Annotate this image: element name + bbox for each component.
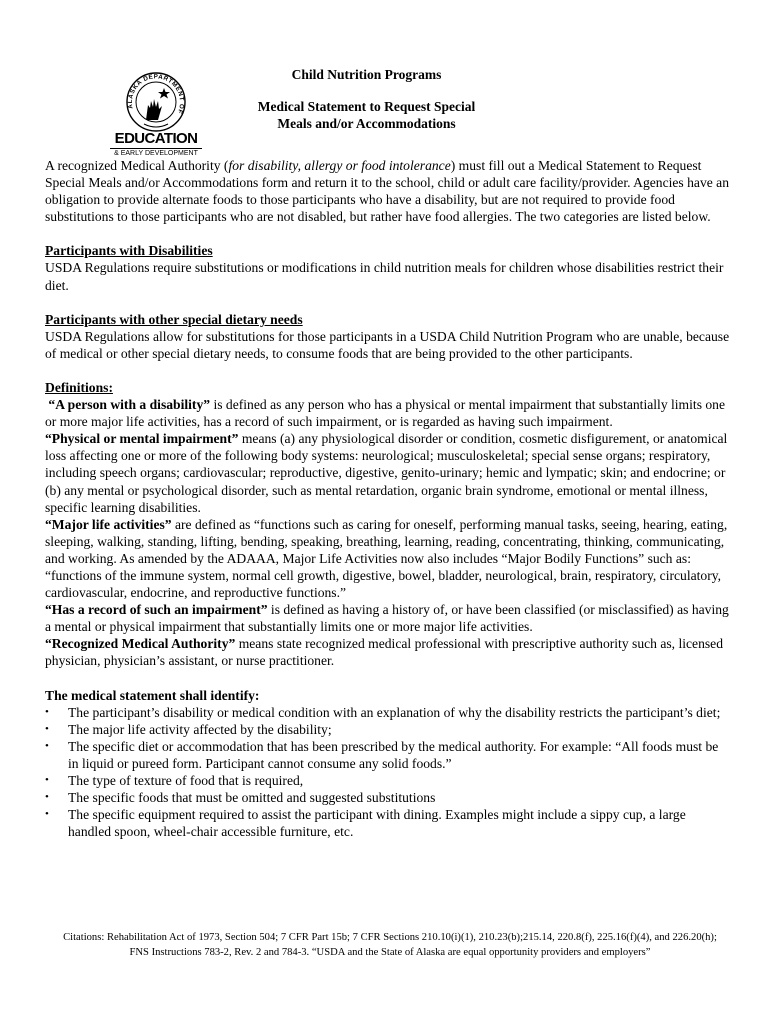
list-item [45, 806, 730, 840]
definition-text: means (a) any physiological disorder or condition, cosmetic disfigurement, or anatomical loss affecting one or more of the following body systems: neurological; musculoskeletal; special sense organs; respiratory, including speech organs; cardiovascular; reproductive, digestive, genito-urinary; hemic and lympatic; skin; and endocrine; or (b) any mental or psychological disorder, such as mental retardation, organic brain syndrome, emotional or mental illness, specific learning disabilities. [45, 431, 728, 515]
list-item [45, 704, 730, 721]
page-subtitle-line-2: Meals and/or Accommodations [277, 116, 456, 131]
medical-statement-section [45, 687, 730, 841]
disabilities-section [45, 242, 730, 293]
intro-italic-text: for disability, allergy or food intolerance [228, 158, 451, 173]
list-item [45, 772, 730, 789]
medical-statement-list [45, 704, 730, 841]
citations-footer: Citations: Rehabilitation Act of 1973, Section 504; 7 CFR Part 15b; 7 CFR Sections 210.10(i)(1), 210.23(b);215.14, 220.8(f), 225.16(f)(4), and 226.20(h); FNS Instructions 783-2, Rev. 2 and 784-3. “USDA and the State of Alaska are equal opportunity providers and employers” [63, 932, 717, 958]
definition-impairment [45, 430, 730, 515]
special-needs-heading: Participants with other special dietary needs [45, 311, 303, 327]
definitions-heading: Definitions: [45, 379, 113, 395]
definition-term: “Major life activities” [45, 516, 172, 532]
definition-term: “Has a record of such an impairment” [45, 602, 268, 618]
list-item-text: The participant’s disability or medical condition with an explanation of why the disability restricts the participant’s diet; [68, 704, 721, 720]
intro-paragraph [45, 157, 730, 225]
bullet-icon: • [45, 791, 49, 804]
list-item [45, 789, 730, 806]
definition-text: is defined as any person who has a physical or mental impairment that substantially limits one or more major life activities, has a record of such impairment, or is regarded as having such impairment. [45, 397, 726, 430]
list-item-text: The major life activity affected by the disability; [68, 721, 332, 737]
definition-term: “A person with a disability” [48, 397, 211, 413]
bullet-icon: • [45, 808, 49, 821]
list-item-text: The specific diet or accommodation that has been prescribed by the medical authority. For example: “All foods must be in liquid or pureed form. Participant cannot consume any solid foods.” [68, 738, 719, 771]
bullet-icon: • [45, 705, 49, 718]
list-item [45, 738, 730, 772]
definition-major-life-activities [45, 516, 730, 601]
seal-text: ALASKA DEPARTMENT OF [126, 73, 186, 115]
definition-text: means state recognized medical professional with prescriptive authority such as, licensed physician, physician’s assistant, or nurse practitioner. [45, 636, 723, 669]
definition-text: are defined as “functions such as caring for oneself, performing manual tasks, seeing, hearing, eating, sleeping, walking, standing, lifting, bending, speaking, breathing, learning, reading, concentrating, thinking, communicating, and working. As amended by the ADAAA, Major Life Activities now also includes “Major Bodily Functions” such as: “functions of the immune system, normal cell growth, digestive, bowel, bladder, neurological, brain, respiratory, circulatory, cardiovascular, endocrine, and reproductive functions.” [45, 516, 728, 601]
document-body [45, 157, 730, 840]
definition-medical-authority [45, 635, 730, 669]
bullet-icon: • [45, 774, 49, 786]
medical-statement-heading-text: The medical statement shall identify: [45, 687, 260, 703]
disabilities-text: USDA Regulations require substitutions or modifications in child nutrition meals for children whose disabilities restrict their diet. [45, 260, 724, 293]
medical-statement-heading [45, 687, 730, 704]
page-title: Child Nutrition Programs [291, 67, 442, 82]
definition-disability [45, 396, 730, 430]
definition-term: “Physical or mental impairment” [45, 431, 239, 447]
bullet-icon: • [45, 722, 49, 735]
list-item [45, 721, 730, 738]
bullet-icon: • [45, 739, 49, 752]
intro-text-2: ) must fill out a Medical Statement to Request Special Meals and/or Accommodations form and return it to the school, child or adult care facility/provider. Agencies have an obligation to provide alternate foods to those participants who have a disability, but are not required to provide food substitutions to those participants who are not disabled, but rather have food allergies. The two categories are listed below. [45, 158, 730, 225]
disabilities-heading: Participants with Disabilities [45, 243, 213, 259]
definitions-section [45, 379, 730, 430]
logo-subtitle: & EARLY DEVELOPMENT [110, 148, 202, 158]
page-subtitle-line-1: Medical Statement to Request Special [257, 99, 476, 114]
list-item-text: The type of texture of food that is required, [68, 773, 304, 788]
definition-record-of-impairment [45, 601, 730, 635]
intro-text-1: A recognized Medical Authority ( [45, 158, 229, 173]
definition-term: “Recognized Medical Authority” [45, 636, 236, 652]
logo-wordmark: EDUCATION [114, 130, 198, 147]
definition-text: is defined as having a history of, or have been classified (or misclassified) as having a mental or physical impairment that substantially limits one or more major life activities. [45, 602, 729, 635]
list-item-text: The specific equipment required to assist the participant with dining. Examples might include a sippy cup, a large handled spoon, wheel-chair accessible furniture, etc. [68, 807, 686, 840]
list-item-text: The specific foods that must be omitted and suggested substitutions [68, 790, 436, 806]
special-needs-text: USDA Regulations allow for substitutions for those participants in a USDA Child Nutrition Program who are unable, because of medical or other special dietary needs, to consume foods that are being provided to the other participants. [45, 328, 730, 361]
special-needs-section [45, 311, 730, 362]
